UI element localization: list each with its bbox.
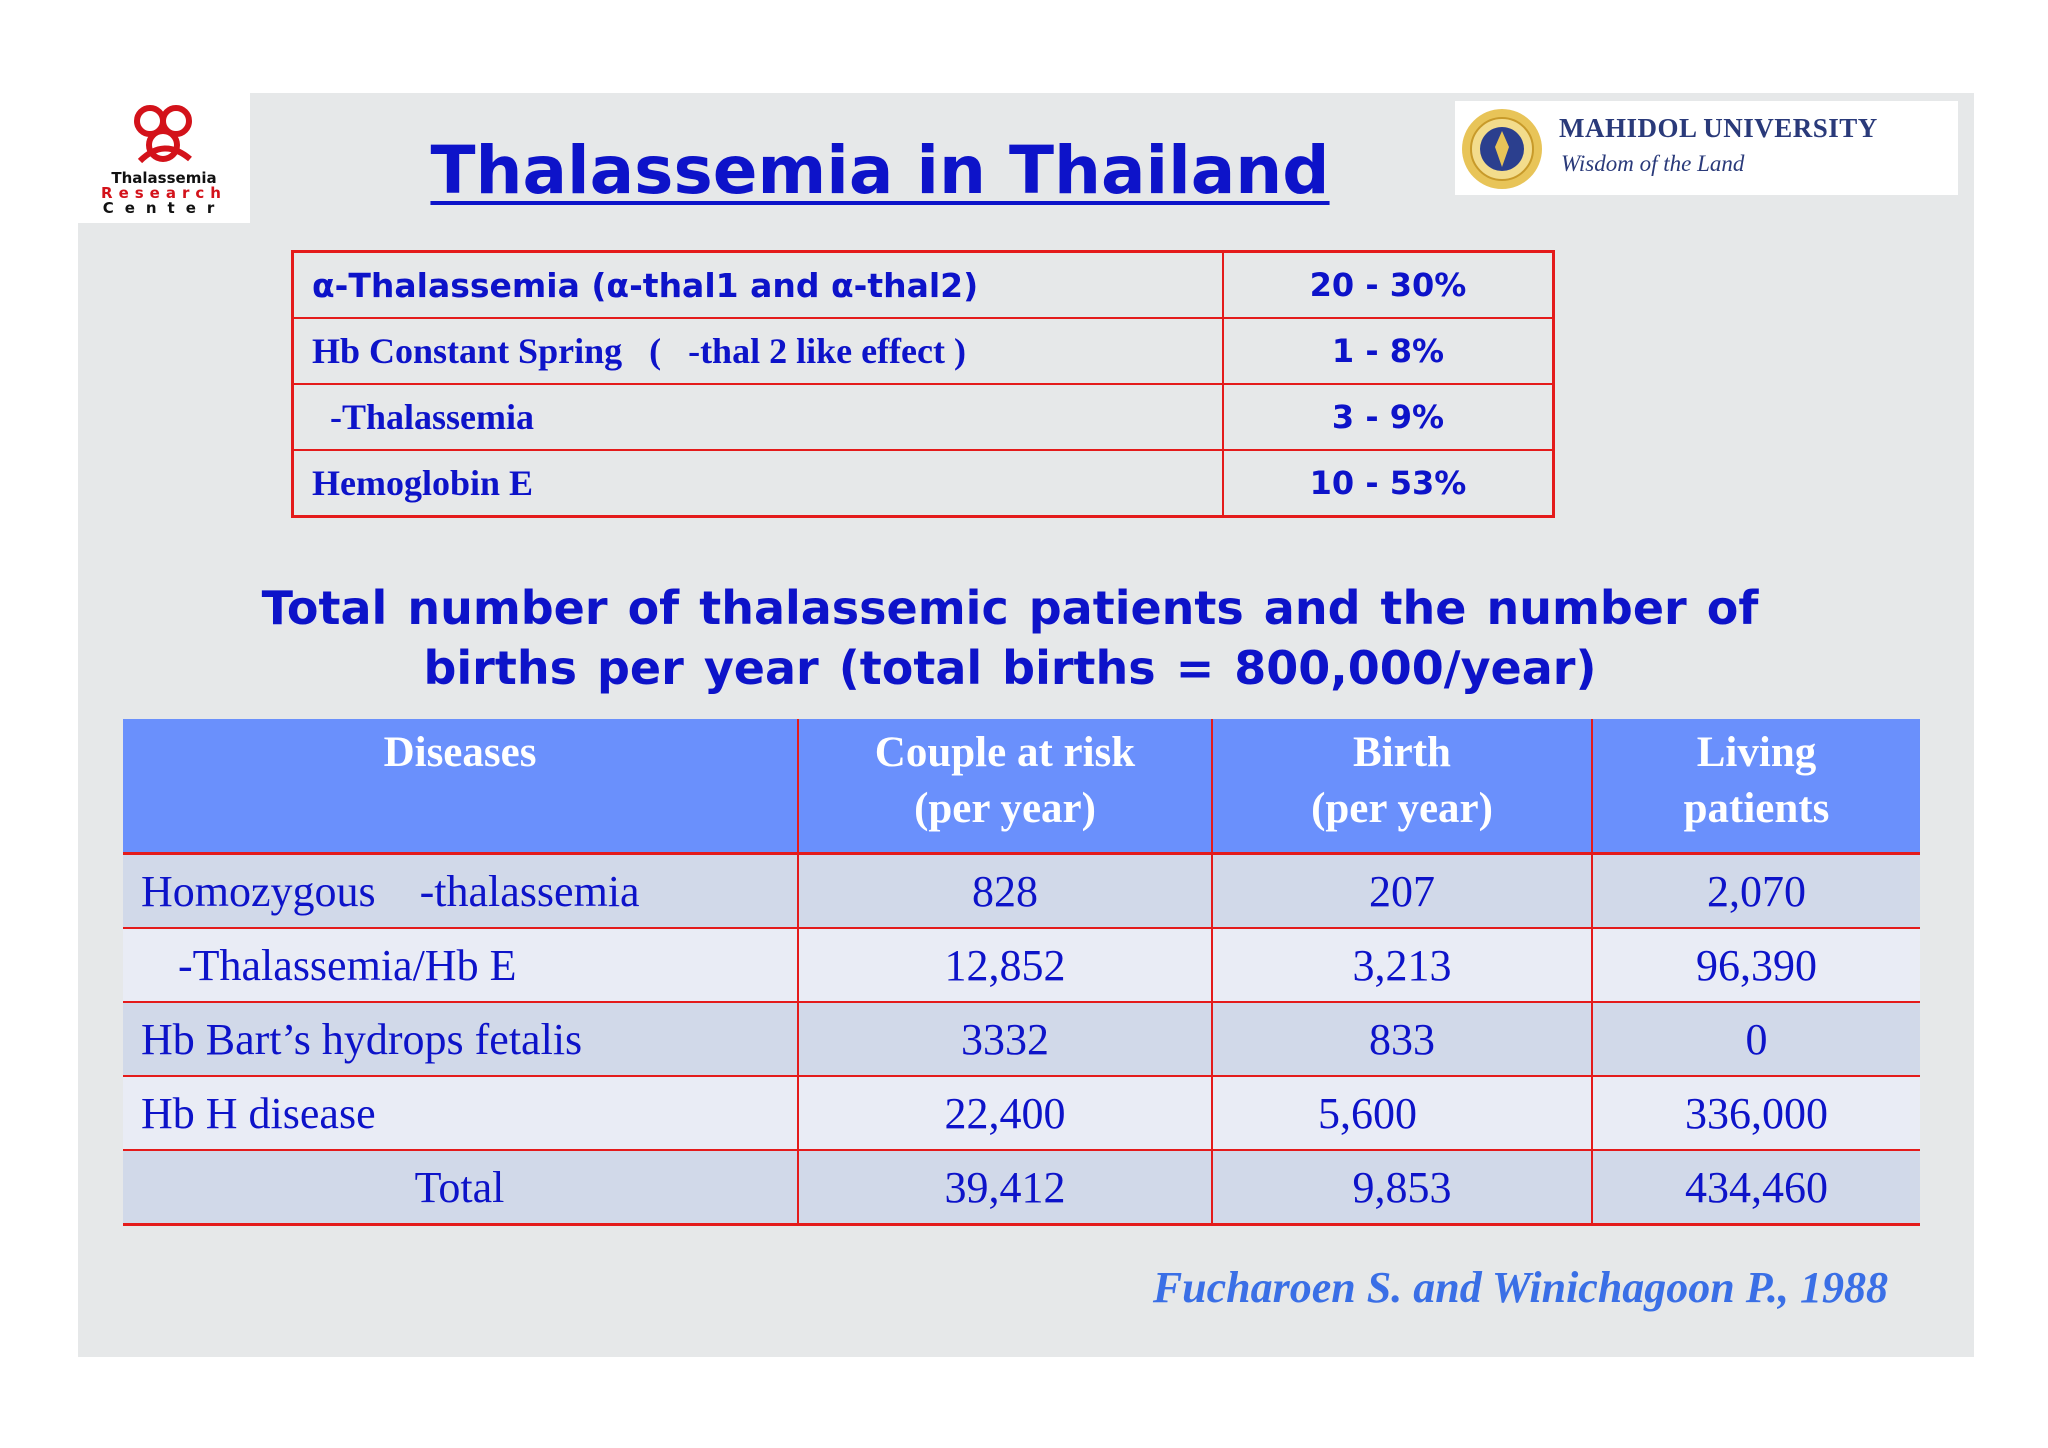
condition-cell: Hb Constant Spring ( -thal 2 like effect ) — [293, 318, 1224, 384]
prevalence-value: 3 - 9% — [1223, 384, 1554, 450]
living-cell: 0 — [1592, 1002, 1920, 1076]
prevalence-row — [293, 318, 1554, 384]
disease-births-table — [123, 719, 1920, 1226]
total-label-cell: Total — [123, 1150, 798, 1225]
header-living-patients — [1592, 719, 1920, 854]
table-row — [123, 1002, 1920, 1076]
table-header-row — [123, 719, 1920, 854]
prevalence-row — [293, 252, 1554, 319]
university-name: MAHIDOL UNIVERSITY — [1559, 113, 1878, 143]
source-citation: Fucharoen S. and Winichagoon P., 1988 — [1152, 1263, 1888, 1312]
table-total-row — [123, 1150, 1920, 1225]
subtitle-line-1: Total number of thalassemic patients and the number of — [261, 581, 1759, 635]
couple-cell: 828 — [798, 854, 1212, 929]
prevalence-value: 10 - 53% — [1223, 450, 1554, 517]
university-seal-icon — [1459, 107, 1545, 191]
table-row — [123, 1076, 1920, 1150]
disease-cell: Homozygous -thalassemia — [123, 854, 798, 929]
couple-cell: 39,412 — [798, 1150, 1212, 1225]
condition-cell: -Thalassemia — [293, 384, 1224, 450]
page-title: Thalassemia in Thailand — [430, 132, 1330, 209]
condition-cell: α-Thalassemia (α-thal1 and α-thal2) — [293, 252, 1224, 319]
couple-cell: 12,852 — [798, 928, 1212, 1002]
mahidol-university-logo — [1455, 101, 1958, 195]
table-row — [123, 854, 1920, 929]
header-line: Diseases — [383, 729, 537, 776]
header-line: patients — [1683, 785, 1830, 832]
header-diseases — [123, 719, 798, 854]
prevalence-value: 20 - 30% — [1223, 252, 1554, 319]
university-motto: Wisdom of the Land — [1561, 151, 1745, 176]
header-couple-at-risk — [798, 719, 1212, 854]
prevalence-row — [293, 384, 1554, 450]
header-line: Birth — [1353, 729, 1451, 776]
thalassemia-research-center-logo — [78, 93, 250, 223]
table-row — [123, 928, 1920, 1002]
couple-cell: 3332 — [798, 1002, 1212, 1076]
disease-cell: Hb Bart’s hydrops fetalis — [123, 1002, 798, 1076]
birth-cell: 5,600 — [1212, 1076, 1592, 1150]
trc-emblem-icon — [120, 99, 208, 171]
header-line: (per year) — [1311, 785, 1493, 832]
header-line: (per year) — [914, 785, 1096, 832]
living-cell: 434,460 — [1592, 1150, 1920, 1225]
couple-cell: 22,400 — [798, 1076, 1212, 1150]
logo-line-3: Center — [102, 199, 226, 217]
section-subtitle — [200, 578, 1820, 698]
living-cell: 2,070 — [1592, 854, 1920, 929]
logo-line-1: Thalassemia — [111, 169, 217, 187]
header-line: Couple at risk — [874, 729, 1136, 776]
birth-cell: 833 — [1212, 1002, 1592, 1076]
prevalence-row — [293, 450, 1554, 517]
living-cell: 336,000 — [1592, 1076, 1920, 1150]
disease-cell: -Thalassemia/Hb E — [123, 928, 798, 1002]
prevalence-table — [291, 250, 1555, 518]
birth-cell: 3,213 — [1212, 928, 1592, 1002]
birth-cell: 207 — [1212, 854, 1592, 929]
header-birth — [1212, 719, 1592, 854]
disease-cell: Hb H disease — [123, 1076, 798, 1150]
condition-cell: Hemoglobin E — [293, 450, 1224, 517]
logo-line-2: Research — [101, 184, 227, 202]
header-line: Living — [1696, 729, 1817, 776]
birth-cell: 9,853 — [1212, 1150, 1592, 1225]
living-cell: 96,390 — [1592, 928, 1920, 1002]
prevalence-value: 1 - 8% — [1223, 318, 1554, 384]
subtitle-line-2: births per year (total births = 800,000/year) — [423, 641, 1597, 695]
